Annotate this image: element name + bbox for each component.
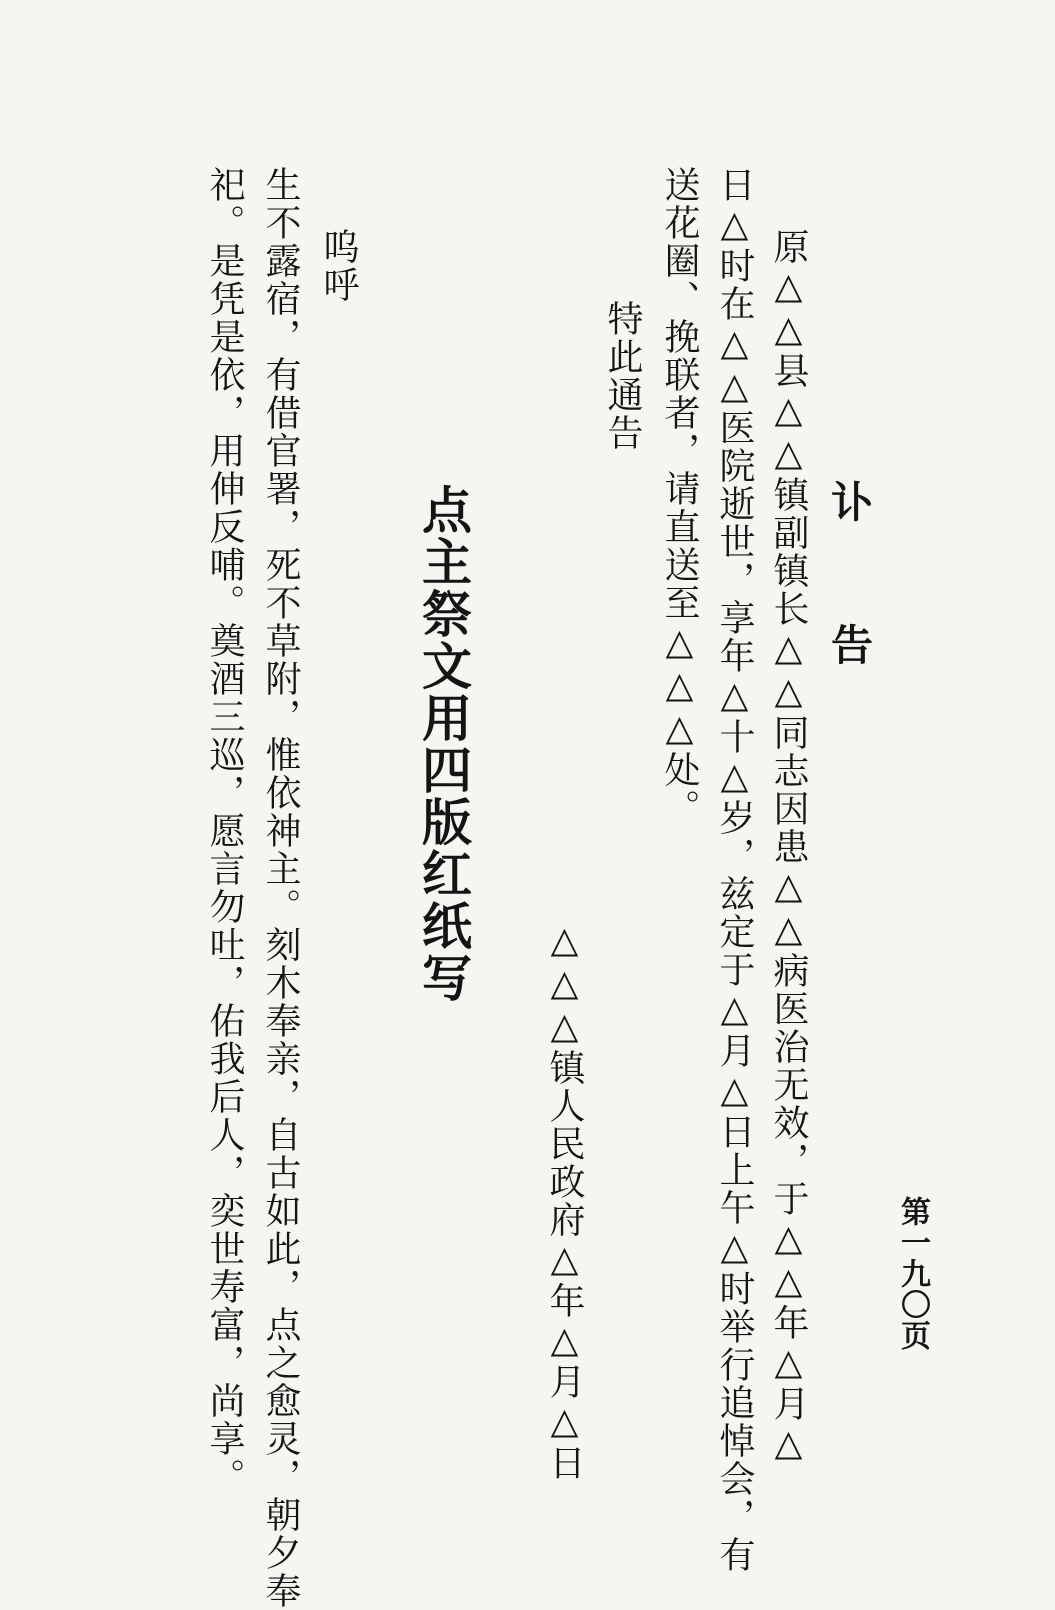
obituary-title: 讣 告 — [825, 480, 874, 691]
obituary-signature: △△△镇人民政府△年△月△日 — [544, 920, 585, 1482]
obituary-closing: 特此通告 — [602, 300, 643, 452]
obituary-line-3: 送花圈、挽联者，请直送至△△△处。 — [659, 166, 700, 827]
obituary-line-1: 原△△县△△镇副镇长△△同志因患△△病医治无效，于△△年△月△ — [768, 228, 809, 1466]
page-number: 第一九〇页 — [895, 1196, 930, 1351]
eulogy-title: 点主祭文用四版红纸写 — [414, 484, 472, 1004]
eulogy-line-2: 祀。是凭是依，用伸反哺。奠酒三巡，愿言勿吐，佑我后人，奕世寿富，尚享。 — [204, 166, 245, 1496]
eulogy-opening: 呜呼 — [318, 228, 359, 304]
eulogy-line-1: 生不露宿，有借官署，死不草附，惟依神主。刻木奉亲，自古如此，点之愈灵，朝夕奉 — [260, 166, 301, 1610]
obituary-line-2: 日△时在△△医院逝世，享年△十△岁，兹定于△月△日上午△时举行追悼会，有 — [714, 166, 755, 1574]
